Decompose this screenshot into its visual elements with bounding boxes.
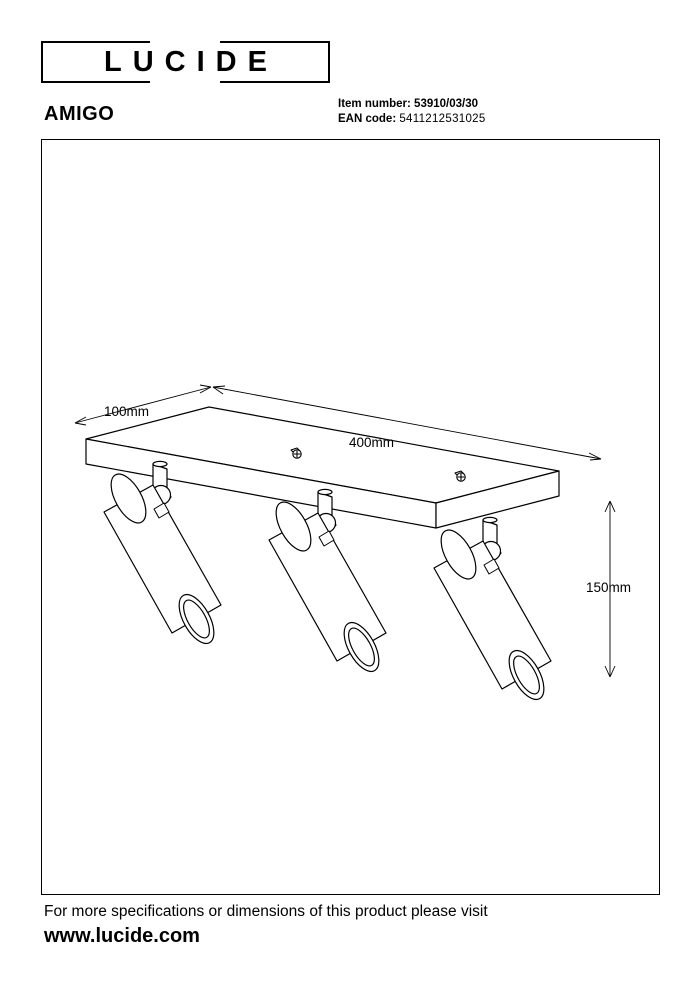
dimension-label-width: 400mm: [349, 435, 395, 450]
logo-notch-top: [150, 39, 220, 46]
product-line-drawing: [41, 139, 660, 895]
item-number-row: [338, 97, 486, 112]
footer-text: For more specifications or dimensions of this product please visit: [44, 903, 488, 920]
logo-notch-bottom: [150, 79, 220, 86]
ean-code-row: [338, 112, 486, 127]
dimension-label-height: 150mm: [586, 580, 632, 595]
brand-logo-text: LUCIDE: [104, 45, 278, 78]
technical-drawing: [41, 139, 660, 895]
page-title: AMIGO: [44, 103, 115, 125]
item-number-value: 53910/03/30: [414, 98, 478, 110]
ean-code-label: EAN code:: [338, 113, 397, 125]
brand-logo: [41, 41, 330, 83]
item-number-label: Item number:: [338, 98, 411, 110]
product-codes: [338, 97, 486, 127]
dimension-label-depth: 100mm: [104, 404, 150, 419]
footer-website[interactable]: www.lucide.com: [44, 925, 200, 947]
ean-code-value: 5411212531025: [399, 113, 486, 125]
